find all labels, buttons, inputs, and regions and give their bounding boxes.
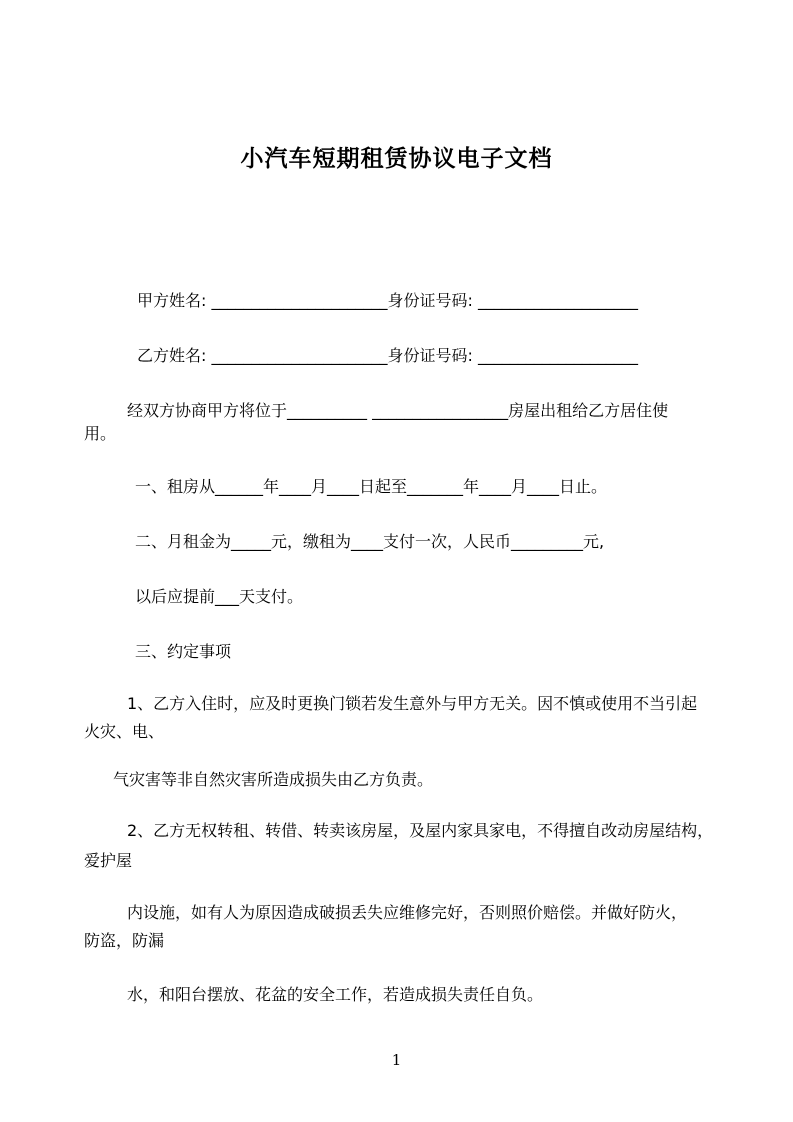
party-a-name-id-line: 甲方姓名: ______________________身份证号码: ____________________ bbox=[137, 291, 638, 310]
item-2-continuation-line-2: 防盗，防漏 bbox=[84, 931, 165, 950]
item-1-line-1: 1、乙方入住时，应及时更换门锁若发生意外与甲方无关。因不慎或使用不当引起 bbox=[127, 694, 698, 713]
clause-1-rental-term-line: 一、租房从______年____月____日起至_______年____月____日止。 bbox=[135, 477, 608, 496]
page-number: 1 bbox=[391, 1051, 402, 1069]
item-1-continuation-line: 气灾害等非自然灾害所造成损失由乙方负责。 bbox=[113, 770, 434, 789]
property-location-line-wrap: 用。 bbox=[84, 424, 117, 443]
party-b-name-id-line: 乙方姓名: ______________________身份证号码: ____________________ bbox=[137, 346, 638, 365]
item-2-continuation-line-1: 内设施，如有人为原因造成破损丢失应维修完好，否则照价赔偿。并做好防火， bbox=[127, 903, 688, 922]
document-title: 小汽车短期租赁协议电子文档 bbox=[240, 146, 553, 172]
item-2-continuation-line-3: 水，和阳台摆放、花盆的安全工作，若造成损失责任自负。 bbox=[127, 985, 544, 1004]
item-2-line-2: 爱护屋 bbox=[84, 851, 133, 870]
item-1-line-2: 火灾、电、 bbox=[84, 722, 165, 741]
clause-2-rent-amount-line: 二、月租金为_____元，缴租为____支付一次，人民币_________元, bbox=[135, 532, 605, 551]
item-2-line-1: 2、乙方无权转租、转借、转卖该房屋，及屋内家具家电，不得擅自改动房屋结构， bbox=[127, 821, 714, 840]
clause-3-heading-line: 三、约定事项 bbox=[135, 642, 232, 661]
property-location-line: 经双方协商甲方将位于__________ _________________房屋出租给乙方居住使 bbox=[127, 401, 669, 420]
clause-2-payment-advance-line: 以后应提前___天支付。 bbox=[135, 587, 304, 606]
